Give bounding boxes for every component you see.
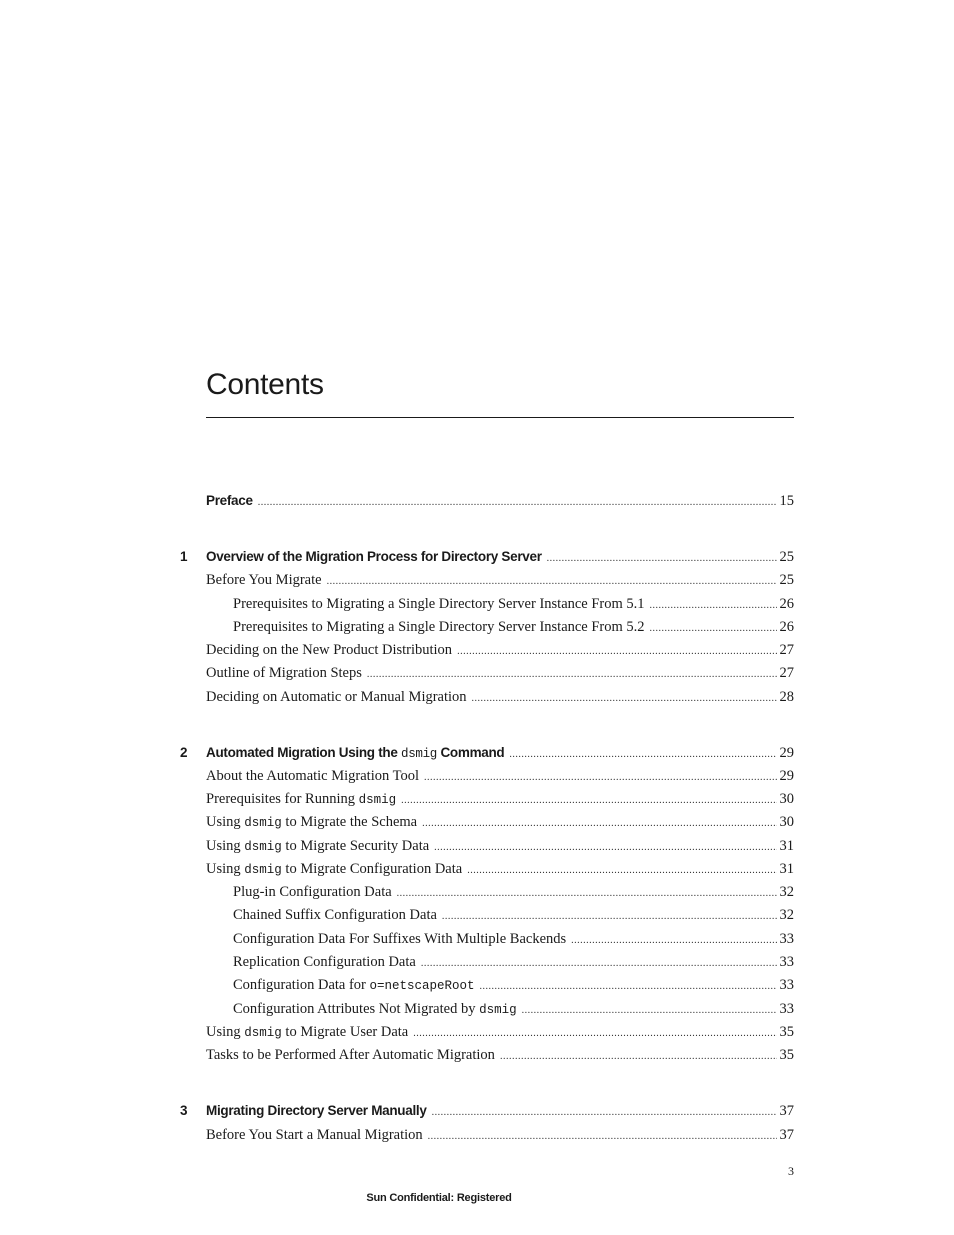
toc-entry-page: 37 — [779, 1127, 794, 1143]
toc-entry-label: Tasks to be Performed After Automatic Migration — [206, 1047, 495, 1063]
leader-dots — [547, 550, 777, 568]
toc-entry[interactable] — [233, 1000, 794, 1018]
command-code: dsmig — [244, 863, 282, 877]
command-code: dsmig — [244, 816, 282, 830]
command-code: dsmig — [401, 747, 438, 761]
leader-dots — [650, 620, 777, 638]
command-code: dsmig — [358, 793, 397, 807]
toc-entry[interactable] — [206, 767, 794, 785]
toc-entry-page: 26 — [779, 596, 794, 612]
toc-entry-label: Before You Migrate — [206, 572, 322, 588]
leader-dots — [397, 885, 777, 903]
leader-dots — [472, 690, 777, 708]
toc-entry-page: 32 — [779, 884, 794, 900]
toc-entry-page: 25 — [779, 572, 794, 588]
toc-entry-preface[interactable] — [206, 492, 794, 510]
toc-entry-page: 35 — [779, 1047, 794, 1063]
leader-dots — [457, 643, 776, 661]
chapter-number: 2 — [180, 745, 188, 760]
leader-dots — [467, 862, 776, 880]
leader-dots — [650, 597, 777, 615]
toc-entry-page: 33 — [779, 977, 794, 993]
toc-entry[interactable] — [206, 664, 794, 682]
leader-dots — [424, 769, 777, 787]
toc-entry-label: About the Automatic Migration Tool — [206, 768, 419, 784]
toc-entry-page: 35 — [779, 1024, 794, 1040]
leader-dots — [480, 978, 777, 996]
leader-dots — [522, 1002, 777, 1020]
toc-entry[interactable] — [233, 976, 794, 994]
toc-entry-page: 30 — [779, 791, 794, 807]
toc-entry-page: 27 — [779, 642, 794, 658]
leader-dots — [509, 746, 776, 764]
toc-chapter-2[interactable] — [206, 744, 794, 762]
toc-entry[interactable] — [206, 1126, 794, 1144]
toc-entry[interactable] — [206, 688, 794, 706]
toc-entry-label: Deciding on the New Product Distribution — [206, 642, 453, 658]
toc-entry-label: Outline of Migration Steps — [206, 665, 362, 681]
toc-entry-label: Configuration Attributes Not Migrated by dsmig — [233, 1001, 517, 1017]
leader-dots — [571, 932, 776, 950]
command-code: dsmig — [244, 1026, 282, 1040]
toc-entry-label: Prerequisites for Running dsmig — [206, 791, 397, 807]
toc-chapter-3[interactable] — [206, 1102, 794, 1120]
toc-entry-page: 32 — [779, 907, 794, 923]
toc-entry-page: 31 — [779, 861, 794, 877]
toc-entry[interactable] — [206, 813, 794, 831]
toc-entry[interactable] — [206, 1023, 794, 1041]
leader-dots — [401, 792, 776, 810]
toc-entry[interactable] — [206, 860, 794, 878]
toc-entry-label: Overview of the Migration Process for Directory Server — [206, 549, 542, 564]
toc-entry-label: Deciding on Automatic or Manual Migration — [206, 689, 467, 705]
toc-entry-label: Prerequisites to Migrating a Single Directory Server Instance From 5.1 — [233, 596, 645, 612]
toc-entry[interactable] — [233, 930, 794, 948]
toc-entry[interactable] — [206, 790, 794, 808]
command-code: dsmig — [244, 840, 282, 854]
leader-dots — [432, 1104, 777, 1122]
toc-entry[interactable] — [206, 837, 794, 855]
leader-dots — [500, 1048, 777, 1066]
toc-entry[interactable] — [233, 953, 794, 971]
toc-entry[interactable] — [206, 641, 794, 659]
toc-entry-label: Chained Suffix Configuration Data — [233, 907, 437, 923]
leader-dots — [434, 839, 776, 857]
toc-entry[interactable] — [206, 1046, 794, 1064]
toc-entry-page: 37 — [779, 1103, 794, 1119]
leader-dots — [413, 1025, 776, 1043]
toc-entry-page: 27 — [779, 665, 794, 681]
leader-dots — [367, 666, 777, 684]
toc-chapter-1[interactable] — [206, 548, 794, 566]
toc-entry-label: Using dsmig to Migrate Security Data — [206, 838, 430, 854]
toc-entry-page: 29 — [779, 745, 794, 761]
toc-entry-label: Configuration Data for o=netscapeRoot — [233, 977, 475, 993]
toc-entry-label: Before You Start a Manual Migration — [206, 1127, 423, 1143]
toc-entry-page: 15 — [779, 493, 794, 509]
toc-entry-page: 29 — [779, 768, 794, 784]
leader-dots — [428, 1128, 777, 1146]
page-number: 3 — [788, 1164, 794, 1178]
toc-entry-label: Plug-in Configuration Data — [233, 884, 392, 900]
toc-entry-label: Replication Configuration Data — [233, 954, 416, 970]
leader-dots — [422, 815, 776, 833]
toc-entry[interactable] — [233, 618, 794, 636]
toc-entry-label: Prerequisites to Migrating a Single Directory Server Instance From 5.2 — [233, 619, 645, 635]
toc-entry-label: Using dsmig to Migrate Configuration Data — [206, 861, 463, 877]
toc-entry-label: Using dsmig to Migrate User Data — [206, 1024, 409, 1040]
toc-entry-page: 30 — [779, 814, 794, 830]
toc-entry-label: Preface — [206, 493, 253, 508]
attribute-code: o=netscapeRoot — [369, 979, 475, 993]
confidentiality-notice: Sun Confidential: Registered — [366, 1192, 512, 1204]
page-title: Contents — [206, 368, 324, 401]
toc-entry-page: 26 — [779, 619, 794, 635]
toc-entry-page: 28 — [779, 689, 794, 705]
toc-entry-page: 25 — [779, 549, 794, 565]
toc-entry-label: Configuration Data For Suffixes With Multiple Backends — [233, 931, 567, 947]
chapter-number: 3 — [180, 1103, 188, 1118]
toc-entry[interactable] — [206, 571, 794, 589]
leader-dots — [258, 494, 777, 512]
chapter-number: 1 — [180, 549, 188, 564]
toc-entry[interactable] — [233, 595, 794, 613]
toc-entry-page: 33 — [779, 1001, 794, 1017]
toc-entry[interactable] — [233, 906, 794, 924]
toc-entry-page: 33 — [779, 931, 794, 947]
command-code: dsmig — [479, 1003, 517, 1017]
toc-entry-label: Automated Migration Using the dsmig Command — [206, 745, 505, 761]
toc-entry-label: Migrating Directory Server Manually — [206, 1103, 427, 1118]
leader-dots — [442, 908, 777, 926]
toc-entry-page: 31 — [779, 838, 794, 854]
toc-entry-page: 33 — [779, 954, 794, 970]
toc-entry[interactable] — [233, 883, 794, 901]
leader-dots — [327, 573, 777, 591]
toc-entry-label: Using dsmig to Migrate the Schema — [206, 814, 418, 830]
leader-dots — [421, 955, 777, 973]
